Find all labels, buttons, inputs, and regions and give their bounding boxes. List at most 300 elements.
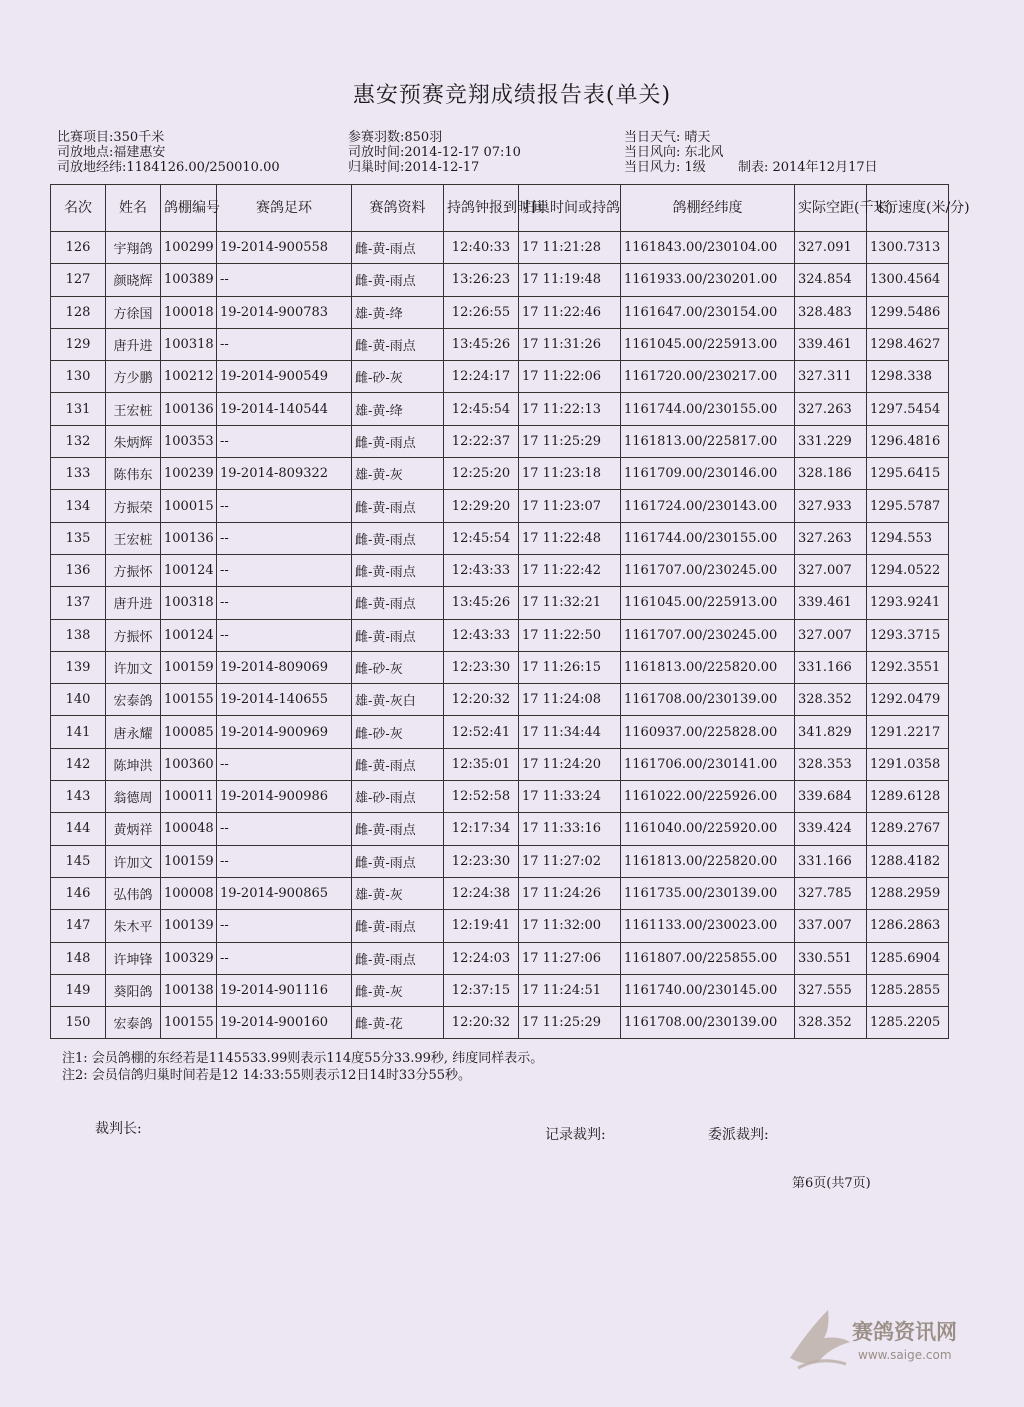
table-cell: 雌-黄-雨点 xyxy=(352,942,444,974)
table-row xyxy=(51,361,949,393)
table-cell: 327.933 xyxy=(795,490,867,522)
table-cell: -- xyxy=(217,490,352,522)
table-cell: 唐升进 xyxy=(106,587,161,619)
table-cell: 雌-黄-雨点 xyxy=(352,910,444,942)
report-title: 惠安预赛竞翔成绩报告表(单关) xyxy=(352,83,672,108)
table-cell: 17 11:23:18 xyxy=(519,458,621,490)
table-cell: 137 xyxy=(51,587,106,619)
table-cell: 1161709.00/230146.00 xyxy=(621,458,795,490)
table-cell: 王宏桩 xyxy=(106,522,161,554)
table-cell: 雌-黄-雨点 xyxy=(352,522,444,554)
table-cell: 黄炳祥 xyxy=(106,813,161,845)
table-cell: 1161744.00/230155.00 xyxy=(621,522,795,554)
table-cell: 13:45:26 xyxy=(444,328,519,360)
table-cell: 100048 xyxy=(161,813,217,845)
table-cell: -- xyxy=(217,328,352,360)
table-row xyxy=(51,296,949,328)
table-cell: 雌-黄-雨点 xyxy=(352,425,444,457)
table-cell: 339.424 xyxy=(795,813,867,845)
table-cell: 138 xyxy=(51,619,106,651)
table-cell: 雌-黄-雨点 xyxy=(352,813,444,845)
table-cell: 331.166 xyxy=(795,651,867,683)
table-cell: 雌-黄-雨点 xyxy=(352,264,444,296)
table-cell: 12:29:20 xyxy=(444,490,519,522)
recorder-referee-label: 记录裁判: xyxy=(545,1127,606,1143)
table-cell: 1291.2217 xyxy=(867,716,949,748)
table-cell: 140 xyxy=(51,684,106,716)
table-row xyxy=(51,716,949,748)
table-row xyxy=(51,813,949,845)
table-cell: 19-2014-140544 xyxy=(217,393,352,425)
table-cell: 12:45:54 xyxy=(444,522,519,554)
note-2: 注2: 会员信鸽归巢时间若是12 14:33:55则表示12日14时33分55秒。 xyxy=(62,1068,472,1083)
table-cell: 150 xyxy=(51,1007,106,1039)
table-cell: -- xyxy=(217,554,352,586)
table-row xyxy=(51,974,949,1006)
table-cell: 143 xyxy=(51,781,106,813)
table-row xyxy=(51,619,949,651)
table-cell: 雌-黄-雨点 xyxy=(352,587,444,619)
table-cell: 327.007 xyxy=(795,619,867,651)
table-cell: 雌-黄-雨点 xyxy=(352,232,444,264)
table-cell: 17 11:24:08 xyxy=(519,684,621,716)
column-header: 姓名 xyxy=(106,185,161,232)
table-cell: 宇翔鸽 xyxy=(106,232,161,264)
table-cell: -- xyxy=(217,845,352,877)
table-cell: 12:52:58 xyxy=(444,781,519,813)
column-header: 实际空距(千米) xyxy=(795,185,867,232)
table-cell: 雌-黄-灰 xyxy=(352,974,444,1006)
table-row xyxy=(51,877,949,909)
table-cell: 1288.2959 xyxy=(867,877,949,909)
table-cell: 方振怀 xyxy=(106,619,161,651)
table-cell: 1292.0479 xyxy=(867,684,949,716)
table-cell: 17 11:34:44 xyxy=(519,716,621,748)
table-cell: 330.551 xyxy=(795,942,867,974)
watermark-url: www.saige.com xyxy=(858,1348,952,1362)
column-header: 持鸽钟报到时间 xyxy=(444,185,519,232)
table-cell: 雌-砂-灰 xyxy=(352,716,444,748)
table-row xyxy=(51,522,949,554)
table-cell: 100085 xyxy=(161,716,217,748)
table-cell: 19-2014-140655 xyxy=(217,684,352,716)
table-cell: 136 xyxy=(51,554,106,586)
table-cell: 128 xyxy=(51,296,106,328)
table-cell: 17 11:23:07 xyxy=(519,490,621,522)
table-cell: 12:25:20 xyxy=(444,458,519,490)
table-cell: 12:22:37 xyxy=(444,425,519,457)
table-cell: 17 11:27:06 xyxy=(519,942,621,974)
table-cell: 葵阳鸽 xyxy=(106,974,161,1006)
table-cell: 17 11:26:15 xyxy=(519,651,621,683)
table-cell: 1300.4564 xyxy=(867,264,949,296)
table-cell: -- xyxy=(217,425,352,457)
table-cell: 19-2014-900783 xyxy=(217,296,352,328)
table-row xyxy=(51,458,949,490)
meta-wind-direction: 当日风向: 东北风 xyxy=(624,145,724,160)
table-cell: 雌-黄-雨点 xyxy=(352,328,444,360)
table-cell: 134 xyxy=(51,490,106,522)
table-cell: 17 11:25:29 xyxy=(519,425,621,457)
table-cell: 12:37:15 xyxy=(444,974,519,1006)
table-cell: -- xyxy=(217,587,352,619)
table-cell: 1286.2863 xyxy=(867,910,949,942)
table-cell: 12:24:38 xyxy=(444,877,519,909)
table-cell: 雄-黄-绛 xyxy=(352,393,444,425)
table-cell: 133 xyxy=(51,458,106,490)
table-cell: 颜晓辉 xyxy=(106,264,161,296)
table-cell: 100136 xyxy=(161,522,217,554)
table-cell: 331.166 xyxy=(795,845,867,877)
table-cell: 1285.2205 xyxy=(867,1007,949,1039)
table-cell: 雄-黄-灰 xyxy=(352,877,444,909)
watermark-name: 赛鸽资讯网 xyxy=(852,1320,957,1344)
table-cell: 17 11:22:42 xyxy=(519,554,621,586)
table-cell: 135 xyxy=(51,522,106,554)
table-cell: 1161707.00/230245.00 xyxy=(621,554,795,586)
table-cell: 324.854 xyxy=(795,264,867,296)
table-cell: 12:35:01 xyxy=(444,748,519,780)
table-cell: 王宏桩 xyxy=(106,393,161,425)
table-cell: 13:26:23 xyxy=(444,264,519,296)
table-cell: 341.829 xyxy=(795,716,867,748)
table-cell: 126 xyxy=(51,232,106,264)
table-cell: 17 11:33:24 xyxy=(519,781,621,813)
table-cell: 100353 xyxy=(161,425,217,457)
table-row xyxy=(51,328,949,360)
table-cell: 朱木平 xyxy=(106,910,161,942)
table-cell: 12:24:03 xyxy=(444,942,519,974)
table-cell: 1161706.00/230141.00 xyxy=(621,748,795,780)
table-cell: 1297.5454 xyxy=(867,393,949,425)
table-cell: 19-2014-900969 xyxy=(217,716,352,748)
table-cell: 327.263 xyxy=(795,522,867,554)
table-cell: 弘伟鸽 xyxy=(106,877,161,909)
table-cell: -- xyxy=(217,813,352,845)
table-cell: 100008 xyxy=(161,877,217,909)
table-cell: 雄-砂-雨点 xyxy=(352,781,444,813)
table-cell: -- xyxy=(217,619,352,651)
table-row xyxy=(51,554,949,586)
table-cell: 17 11:25:29 xyxy=(519,1007,621,1039)
meta-left xyxy=(57,130,280,175)
table-cell: -- xyxy=(217,748,352,780)
table-cell: 1285.6904 xyxy=(867,942,949,974)
table-cell: 1293.3715 xyxy=(867,619,949,651)
table-cell: 1295.6415 xyxy=(867,458,949,490)
meta-wind-force: 当日风力: 1级 xyxy=(624,160,706,175)
table-cell: -- xyxy=(217,910,352,942)
table-cell: 328.352 xyxy=(795,1007,867,1039)
table-cell: 144 xyxy=(51,813,106,845)
table-cell: 12:24:17 xyxy=(444,361,519,393)
table-cell: 148 xyxy=(51,942,106,974)
table-cell: 1161720.00/230217.00 xyxy=(621,361,795,393)
table-cell: 雄-黄-灰 xyxy=(352,458,444,490)
table-cell: 100318 xyxy=(161,587,217,619)
table-cell: 327.007 xyxy=(795,554,867,586)
table-row xyxy=(51,587,949,619)
table-cell: 331.229 xyxy=(795,425,867,457)
table-cell: 1300.7313 xyxy=(867,232,949,264)
table-cell: 12:20:32 xyxy=(444,684,519,716)
table-cell: 17 11:22:48 xyxy=(519,522,621,554)
table-cell: 327.091 xyxy=(795,232,867,264)
table-cell: 许加文 xyxy=(106,651,161,683)
chief-referee-label: 裁判长: xyxy=(95,1121,142,1137)
table-cell: 17 11:24:26 xyxy=(519,877,621,909)
table-cell: 146 xyxy=(51,877,106,909)
table-cell: 陈坤洪 xyxy=(106,748,161,780)
table-cell: 17 11:31:26 xyxy=(519,328,621,360)
table-cell: 17 11:24:51 xyxy=(519,974,621,1006)
page-number: 第6页(共7页) xyxy=(792,1176,871,1191)
table-cell: 327.785 xyxy=(795,877,867,909)
table-cell: 328.186 xyxy=(795,458,867,490)
table-cell: 100299 xyxy=(161,232,217,264)
table-cell: 100136 xyxy=(161,393,217,425)
table-cell: 17 11:33:16 xyxy=(519,813,621,845)
table-cell: 129 xyxy=(51,328,106,360)
table-cell: 雌-黄-花 xyxy=(352,1007,444,1039)
table-cell: 1285.2855 xyxy=(867,974,949,1006)
table-cell: 宏泰鸽 xyxy=(106,684,161,716)
table-cell: 1161133.00/230023.00 xyxy=(621,910,795,942)
table-cell: 12:26:55 xyxy=(444,296,519,328)
table-cell: 17 11:22:06 xyxy=(519,361,621,393)
table-cell: 唐永耀 xyxy=(106,716,161,748)
table-cell: 17 11:32:21 xyxy=(519,587,621,619)
table-cell: 雌-黄-雨点 xyxy=(352,554,444,586)
table-cell: 1293.9241 xyxy=(867,587,949,619)
table-cell: 100139 xyxy=(161,910,217,942)
table-cell: 17 11:32:00 xyxy=(519,910,621,942)
column-header: 鸽棚编号 xyxy=(161,185,217,232)
table-cell: 327.555 xyxy=(795,974,867,1006)
pigeon-logo-icon xyxy=(780,1298,860,1378)
table-cell: 100138 xyxy=(161,974,217,1006)
table-cell: 328.353 xyxy=(795,748,867,780)
table-cell: 1161040.00/225920.00 xyxy=(621,813,795,845)
watermark xyxy=(780,1298,1000,1378)
table-cell: 19-2014-809069 xyxy=(217,651,352,683)
table-cell: 1161843.00/230104.00 xyxy=(621,232,795,264)
table-cell: -- xyxy=(217,264,352,296)
table-cell: 1161045.00/225913.00 xyxy=(621,328,795,360)
table-row xyxy=(51,1007,949,1039)
table-cell: 327.311 xyxy=(795,361,867,393)
table-header-row xyxy=(51,185,949,232)
table-cell: 17 11:24:20 xyxy=(519,748,621,780)
table-cell: 145 xyxy=(51,845,106,877)
table-cell: 1298.4627 xyxy=(867,328,949,360)
table-cell: 方少鹏 xyxy=(106,361,161,393)
table-cell: 12:45:54 xyxy=(444,393,519,425)
table-cell: 1296.4816 xyxy=(867,425,949,457)
table-cell: 1289.6128 xyxy=(867,781,949,813)
table-cell: 陈伟东 xyxy=(106,458,161,490)
table-cell: 1161707.00/230245.00 xyxy=(621,619,795,651)
table-cell: 方徐国 xyxy=(106,296,161,328)
table-cell: 1294.553 xyxy=(867,522,949,554)
table-row xyxy=(51,845,949,877)
table-cell: -- xyxy=(217,942,352,974)
table-cell: 雌-黄-雨点 xyxy=(352,619,444,651)
table-cell: 100239 xyxy=(161,458,217,490)
column-header: 赛鸽足环 xyxy=(217,185,352,232)
meta-made-date: 制表: 2014年12月17日 xyxy=(737,160,878,175)
table-cell: 1161813.00/225820.00 xyxy=(621,845,795,877)
table-cell: 1161708.00/230139.00 xyxy=(621,1007,795,1039)
meta-return-date: 归巢时间:2014-12-17 xyxy=(348,160,480,175)
table-cell: 100318 xyxy=(161,328,217,360)
table-cell: 13:45:26 xyxy=(444,587,519,619)
notes xyxy=(62,1050,543,1084)
table-cell: 19-2014-900558 xyxy=(217,232,352,264)
table-cell: 19-2014-900549 xyxy=(217,361,352,393)
table-cell: 100389 xyxy=(161,264,217,296)
meta-entries: 参赛羽数:850羽 xyxy=(348,130,443,145)
table-cell: 12:43:33 xyxy=(444,619,519,651)
table-cell: 1295.5787 xyxy=(867,490,949,522)
table-cell: 17 11:19:48 xyxy=(519,264,621,296)
table-cell: 雌-砂-灰 xyxy=(352,651,444,683)
table-row xyxy=(51,425,949,457)
table-cell: 149 xyxy=(51,974,106,1006)
table-cell: 方振怀 xyxy=(106,554,161,586)
table-cell: 1161045.00/225913.00 xyxy=(621,587,795,619)
meta-middle xyxy=(348,130,521,175)
table-cell: 100155 xyxy=(161,684,217,716)
table-row xyxy=(51,651,949,683)
table-cell: 100015 xyxy=(161,490,217,522)
table-cell: 12:17:34 xyxy=(444,813,519,845)
table-row xyxy=(51,781,949,813)
table-row xyxy=(51,910,949,942)
table-cell: 1292.3551 xyxy=(867,651,949,683)
table-cell: 100011 xyxy=(161,781,217,813)
table-cell: 100124 xyxy=(161,554,217,586)
table-cell: 许坤锋 xyxy=(106,942,161,974)
table-cell: 12:23:30 xyxy=(444,651,519,683)
table-cell: 100329 xyxy=(161,942,217,974)
table-cell: 1299.5486 xyxy=(867,296,949,328)
table-cell: 19-2014-900160 xyxy=(217,1007,352,1039)
table-cell: 1161813.00/225820.00 xyxy=(621,651,795,683)
table-cell: 1298.338 xyxy=(867,361,949,393)
table-cell: 141 xyxy=(51,716,106,748)
table-cell: 100018 xyxy=(161,296,217,328)
table-cell: 127 xyxy=(51,264,106,296)
table-cell: 100159 xyxy=(161,845,217,877)
table-cell: 1161724.00/230143.00 xyxy=(621,490,795,522)
table-cell: 1161933.00/230201.00 xyxy=(621,264,795,296)
table-cell: 130 xyxy=(51,361,106,393)
table-row xyxy=(51,748,949,780)
table-cell: 100155 xyxy=(161,1007,217,1039)
meta-event: 比赛项目:350千米 xyxy=(57,130,165,145)
table-cell: 19-2014-900865 xyxy=(217,877,352,909)
table-cell: 17 11:27:02 xyxy=(519,845,621,877)
table-cell: 雌-黄-雨点 xyxy=(352,490,444,522)
table-cell: 1161708.00/230139.00 xyxy=(621,684,795,716)
table-cell: 宏泰鸽 xyxy=(106,1007,161,1039)
table-row xyxy=(51,232,949,264)
table-cell: 100124 xyxy=(161,619,217,651)
note-1: 注1: 会员鸽棚的东经若是1145533.99则表示114度55分33.99秒, 纬度同样表示。 xyxy=(62,1051,544,1066)
table-cell: 19-2014-809322 xyxy=(217,458,352,490)
table-cell: 1289.2767 xyxy=(867,813,949,845)
table-cell: 327.263 xyxy=(795,393,867,425)
table-cell: 12:40:33 xyxy=(444,232,519,264)
table-cell: 12:43:33 xyxy=(444,554,519,586)
table-cell: 1288.4182 xyxy=(867,845,949,877)
meta-release-place: 司放地点:福建惠安 xyxy=(57,145,166,160)
table-cell: 方振荣 xyxy=(106,490,161,522)
table-cell: 337.007 xyxy=(795,910,867,942)
table-cell: 19-2014-901116 xyxy=(217,974,352,1006)
table-cell: 139 xyxy=(51,651,106,683)
table-cell: 1161740.00/230145.00 xyxy=(621,974,795,1006)
table-cell: 147 xyxy=(51,910,106,942)
table-cell: 唐升进 xyxy=(106,328,161,360)
table-cell: 328.352 xyxy=(795,684,867,716)
delegate-referee-label: 委派裁判: xyxy=(708,1127,769,1143)
table-cell: 雌-黄-雨点 xyxy=(352,845,444,877)
table-cell: 1161807.00/225855.00 xyxy=(621,942,795,974)
table-cell: 雌-砂-灰 xyxy=(352,361,444,393)
table-cell: 17 11:22:50 xyxy=(519,619,621,651)
table-cell: 雌-黄-雨点 xyxy=(352,748,444,780)
table-cell: 12:23:30 xyxy=(444,845,519,877)
table-cell: 许加文 xyxy=(106,845,161,877)
meta-release-coords: 司放地经纬:1184126.00/250010.00 xyxy=(57,160,280,175)
table-cell: 1294.0522 xyxy=(867,554,949,586)
table-cell: 339.461 xyxy=(795,587,867,619)
table-cell: 17 11:21:28 xyxy=(519,232,621,264)
column-header: 鸽棚经纬度 xyxy=(621,185,795,232)
table-row xyxy=(51,393,949,425)
table-cell: 1291.0358 xyxy=(867,748,949,780)
table-cell: 1161022.00/225926.00 xyxy=(621,781,795,813)
table-cell: 12:52:41 xyxy=(444,716,519,748)
results-table xyxy=(50,184,970,1039)
table-cell: 328.483 xyxy=(795,296,867,328)
column-header: 归巢时间或持鸽 xyxy=(519,185,621,232)
table-cell: 131 xyxy=(51,393,106,425)
table-cell: -- xyxy=(217,522,352,554)
table-cell: 100159 xyxy=(161,651,217,683)
table-cell: 100212 xyxy=(161,361,217,393)
table-cell: 12:20:32 xyxy=(444,1007,519,1039)
table-cell: 雄-黄-灰白 xyxy=(352,684,444,716)
table-cell: 339.684 xyxy=(795,781,867,813)
table-row xyxy=(51,942,949,974)
table-cell: 132 xyxy=(51,425,106,457)
table-cell: 142 xyxy=(51,748,106,780)
table-cell: 翁德周 xyxy=(106,781,161,813)
table-cell: 1161813.00/225817.00 xyxy=(621,425,795,457)
table-cell: 12:19:41 xyxy=(444,910,519,942)
meta-release-time: 司放时间:2014-12-17 07:10 xyxy=(348,145,521,160)
table-cell: 1160937.00/225828.00 xyxy=(621,716,795,748)
table-cell: 100360 xyxy=(161,748,217,780)
table-cell: 17 11:22:46 xyxy=(519,296,621,328)
table-cell: 17 11:22:13 xyxy=(519,393,621,425)
column-header: 赛鸽资料 xyxy=(352,185,444,232)
table-row xyxy=(51,684,949,716)
meta-weather: 当日天气: 晴天 xyxy=(624,130,711,145)
